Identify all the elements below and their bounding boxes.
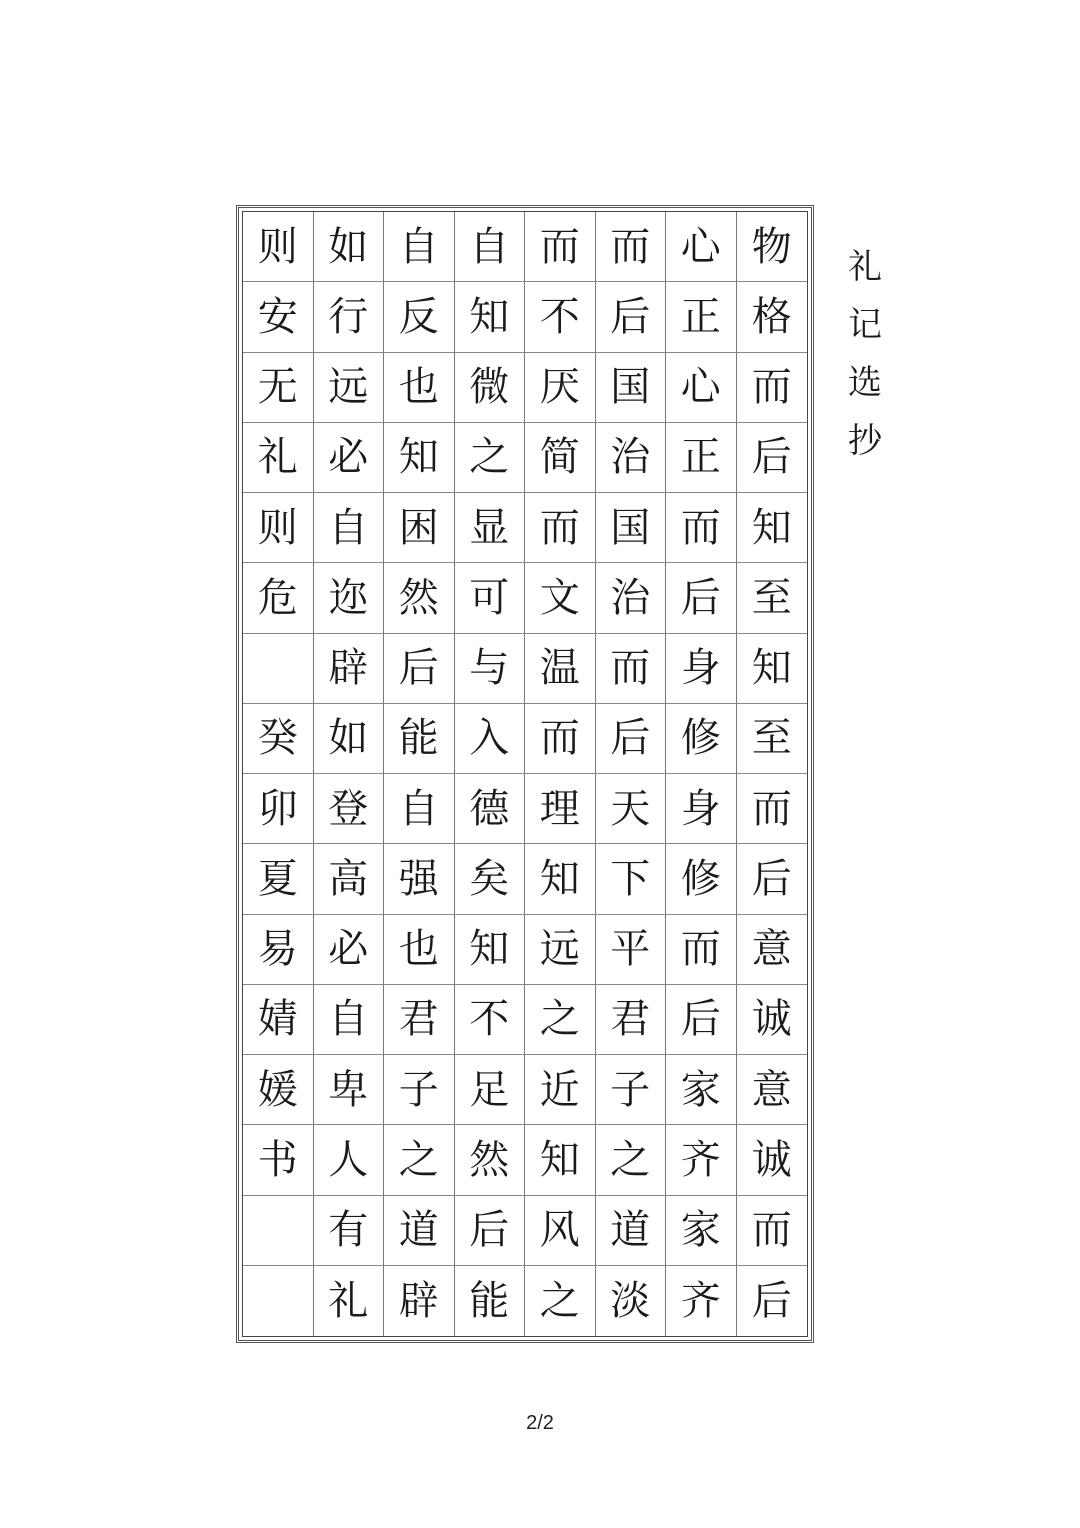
grid-cell: 意 — [737, 915, 808, 985]
grid-cell: 远 — [525, 915, 596, 985]
grid-cell: 困 — [384, 493, 455, 563]
grid-cell: 厌 — [525, 353, 596, 423]
grid-cell: 心 — [666, 353, 737, 423]
grid-cell: 可 — [455, 563, 526, 633]
grid-cell: 后 — [596, 704, 667, 774]
grid-cell: 子 — [596, 1055, 667, 1125]
grid-cell: 自 — [314, 493, 385, 563]
grid-cell — [243, 1266, 314, 1336]
grid-cell: 礼 — [314, 1266, 385, 1336]
title-char: 礼 — [848, 247, 882, 287]
grid-cell: 之 — [455, 423, 526, 493]
grid-cell: 自 — [384, 212, 455, 282]
grid-cell: 则 — [243, 493, 314, 563]
grid-cell: 而 — [525, 493, 596, 563]
grid-cell: 道 — [384, 1196, 455, 1266]
grid-cell: 入 — [455, 704, 526, 774]
grid-cell: 后 — [737, 844, 808, 914]
grid-cell: 而 — [596, 634, 667, 704]
grid-cell: 后 — [455, 1196, 526, 1266]
grid-cell: 人 — [314, 1125, 385, 1195]
grid-cell — [243, 1196, 314, 1266]
grid-cell: 自 — [455, 212, 526, 282]
grid-cell: 子 — [384, 1055, 455, 1125]
grid-cell: 远 — [314, 353, 385, 423]
grid-cell: 不 — [525, 282, 596, 352]
grid-cell: 格 — [737, 282, 808, 352]
grid-cell: 书 — [243, 1125, 314, 1195]
grid-cell: 辟 — [314, 634, 385, 704]
grid-cell: 至 — [737, 563, 808, 633]
title-char: 抄 — [848, 421, 882, 461]
grid-cell: 危 — [243, 563, 314, 633]
grid-cell: 迩 — [314, 563, 385, 633]
grid-cell: 近 — [525, 1055, 596, 1125]
grid-cell: 国 — [596, 353, 667, 423]
grid-cell: 意 — [737, 1055, 808, 1125]
grid-cell: 后 — [596, 282, 667, 352]
grid-cell: 后 — [666, 985, 737, 1055]
grid-cell: 风 — [525, 1196, 596, 1266]
grid-cell: 也 — [384, 353, 455, 423]
grid-cell: 显 — [455, 493, 526, 563]
vertical-title — [840, 247, 890, 482]
calligraphy-grid-frame — [236, 205, 814, 1343]
grid-cell: 后 — [384, 634, 455, 704]
grid-cell: 至 — [737, 704, 808, 774]
grid-cell: 修 — [666, 704, 737, 774]
grid-cell: 心 — [666, 212, 737, 282]
grid-cell: 诚 — [737, 985, 808, 1055]
grid-cell: 简 — [525, 423, 596, 493]
grid-cell: 之 — [525, 985, 596, 1055]
grid-cell: 登 — [314, 774, 385, 844]
grid-cell: 知 — [455, 915, 526, 985]
grid-cell: 君 — [596, 985, 667, 1055]
grid-cell: 而 — [737, 353, 808, 423]
title-char: 选 — [848, 363, 882, 403]
grid-cell: 温 — [525, 634, 596, 704]
grid-cell: 物 — [737, 212, 808, 282]
grid-cell: 修 — [666, 844, 737, 914]
grid-cell: 媛 — [243, 1055, 314, 1125]
grid-cell: 礼 — [243, 423, 314, 493]
grid-cell: 平 — [596, 915, 667, 985]
grid-cell: 君 — [384, 985, 455, 1055]
title-char: 记 — [848, 305, 882, 345]
grid-cell: 而 — [737, 1196, 808, 1266]
grid-cell: 治 — [596, 423, 667, 493]
grid-cell: 道 — [596, 1196, 667, 1266]
grid-cell: 而 — [525, 704, 596, 774]
grid-cell: 而 — [525, 212, 596, 282]
grid-cell: 知 — [737, 493, 808, 563]
grid-cell: 之 — [384, 1125, 455, 1195]
grid-cell: 知 — [737, 634, 808, 704]
grid-cell: 如 — [314, 212, 385, 282]
grid-cell: 知 — [525, 844, 596, 914]
grid-cell: 家 — [666, 1196, 737, 1266]
grid-cell: 必 — [314, 423, 385, 493]
grid-cell: 国 — [596, 493, 667, 563]
grid-cell: 家 — [666, 1055, 737, 1125]
grid-cell: 夏 — [243, 844, 314, 914]
grid-cell: 身 — [666, 634, 737, 704]
grid-cell: 正 — [666, 423, 737, 493]
grid-cell: 与 — [455, 634, 526, 704]
grid-cell: 自 — [314, 985, 385, 1055]
grid-cell: 强 — [384, 844, 455, 914]
grid-cell: 自 — [384, 774, 455, 844]
grid-cell: 理 — [525, 774, 596, 844]
grid-cell: 而 — [666, 493, 737, 563]
grid-cell: 德 — [455, 774, 526, 844]
grid-cell: 身 — [666, 774, 737, 844]
grid-cell: 齐 — [666, 1125, 737, 1195]
grid-cell: 无 — [243, 353, 314, 423]
grid-cell: 癸 — [243, 704, 314, 774]
grid-cell: 然 — [455, 1125, 526, 1195]
grid-cell: 而 — [737, 774, 808, 844]
grid-cell: 治 — [596, 563, 667, 633]
grid-cell: 知 — [525, 1125, 596, 1195]
grid-cell: 足 — [455, 1055, 526, 1125]
grid-cell: 能 — [455, 1266, 526, 1336]
page-number: 2/2 — [526, 1412, 554, 1434]
grid-cell: 而 — [596, 212, 667, 282]
grid-cell: 辟 — [384, 1266, 455, 1336]
grid-cell: 反 — [384, 282, 455, 352]
grid-cell: 安 — [243, 282, 314, 352]
grid-cell: 知 — [384, 423, 455, 493]
grid-cell: 则 — [243, 212, 314, 282]
grid-cell: 而 — [666, 915, 737, 985]
grid-cell: 之 — [525, 1266, 596, 1336]
grid-cell: 下 — [596, 844, 667, 914]
grid-cell: 后 — [666, 563, 737, 633]
grid-cell: 齐 — [666, 1266, 737, 1336]
grid-cell: 行 — [314, 282, 385, 352]
grid-cell: 也 — [384, 915, 455, 985]
grid-cell: 高 — [314, 844, 385, 914]
grid-cell: 之 — [596, 1125, 667, 1195]
grid-cell: 后 — [751, 1277, 792, 1324]
grid-cell: 卑 — [314, 1055, 385, 1125]
grid-cell: 天 — [596, 774, 667, 844]
grid-cell: 如 — [314, 704, 385, 774]
grid-cell — [243, 634, 314, 704]
grid-cell: 矣 — [455, 844, 526, 914]
grid-cell: 正 — [666, 282, 737, 352]
grid-cell: 卯 — [243, 774, 314, 844]
grid-cell: 婧 — [243, 985, 314, 1055]
grid-cell: 微 — [455, 353, 526, 423]
grid-cell: 能 — [384, 704, 455, 774]
grid-cell: 然 — [384, 563, 455, 633]
grid-cell: 文 — [525, 563, 596, 633]
grid-cell: 知 — [455, 282, 526, 352]
grid-cell: 必 — [314, 915, 385, 985]
grid-cell: 有 — [314, 1196, 385, 1266]
grid-cell: 易 — [243, 915, 314, 985]
calligraphy-grid — [242, 211, 808, 1337]
grid-cell: 淡 — [596, 1266, 667, 1336]
grid-cell: 不 — [455, 985, 526, 1055]
grid-cell: 后 — [737, 423, 808, 493]
grid-cell: 诚 — [737, 1125, 808, 1195]
